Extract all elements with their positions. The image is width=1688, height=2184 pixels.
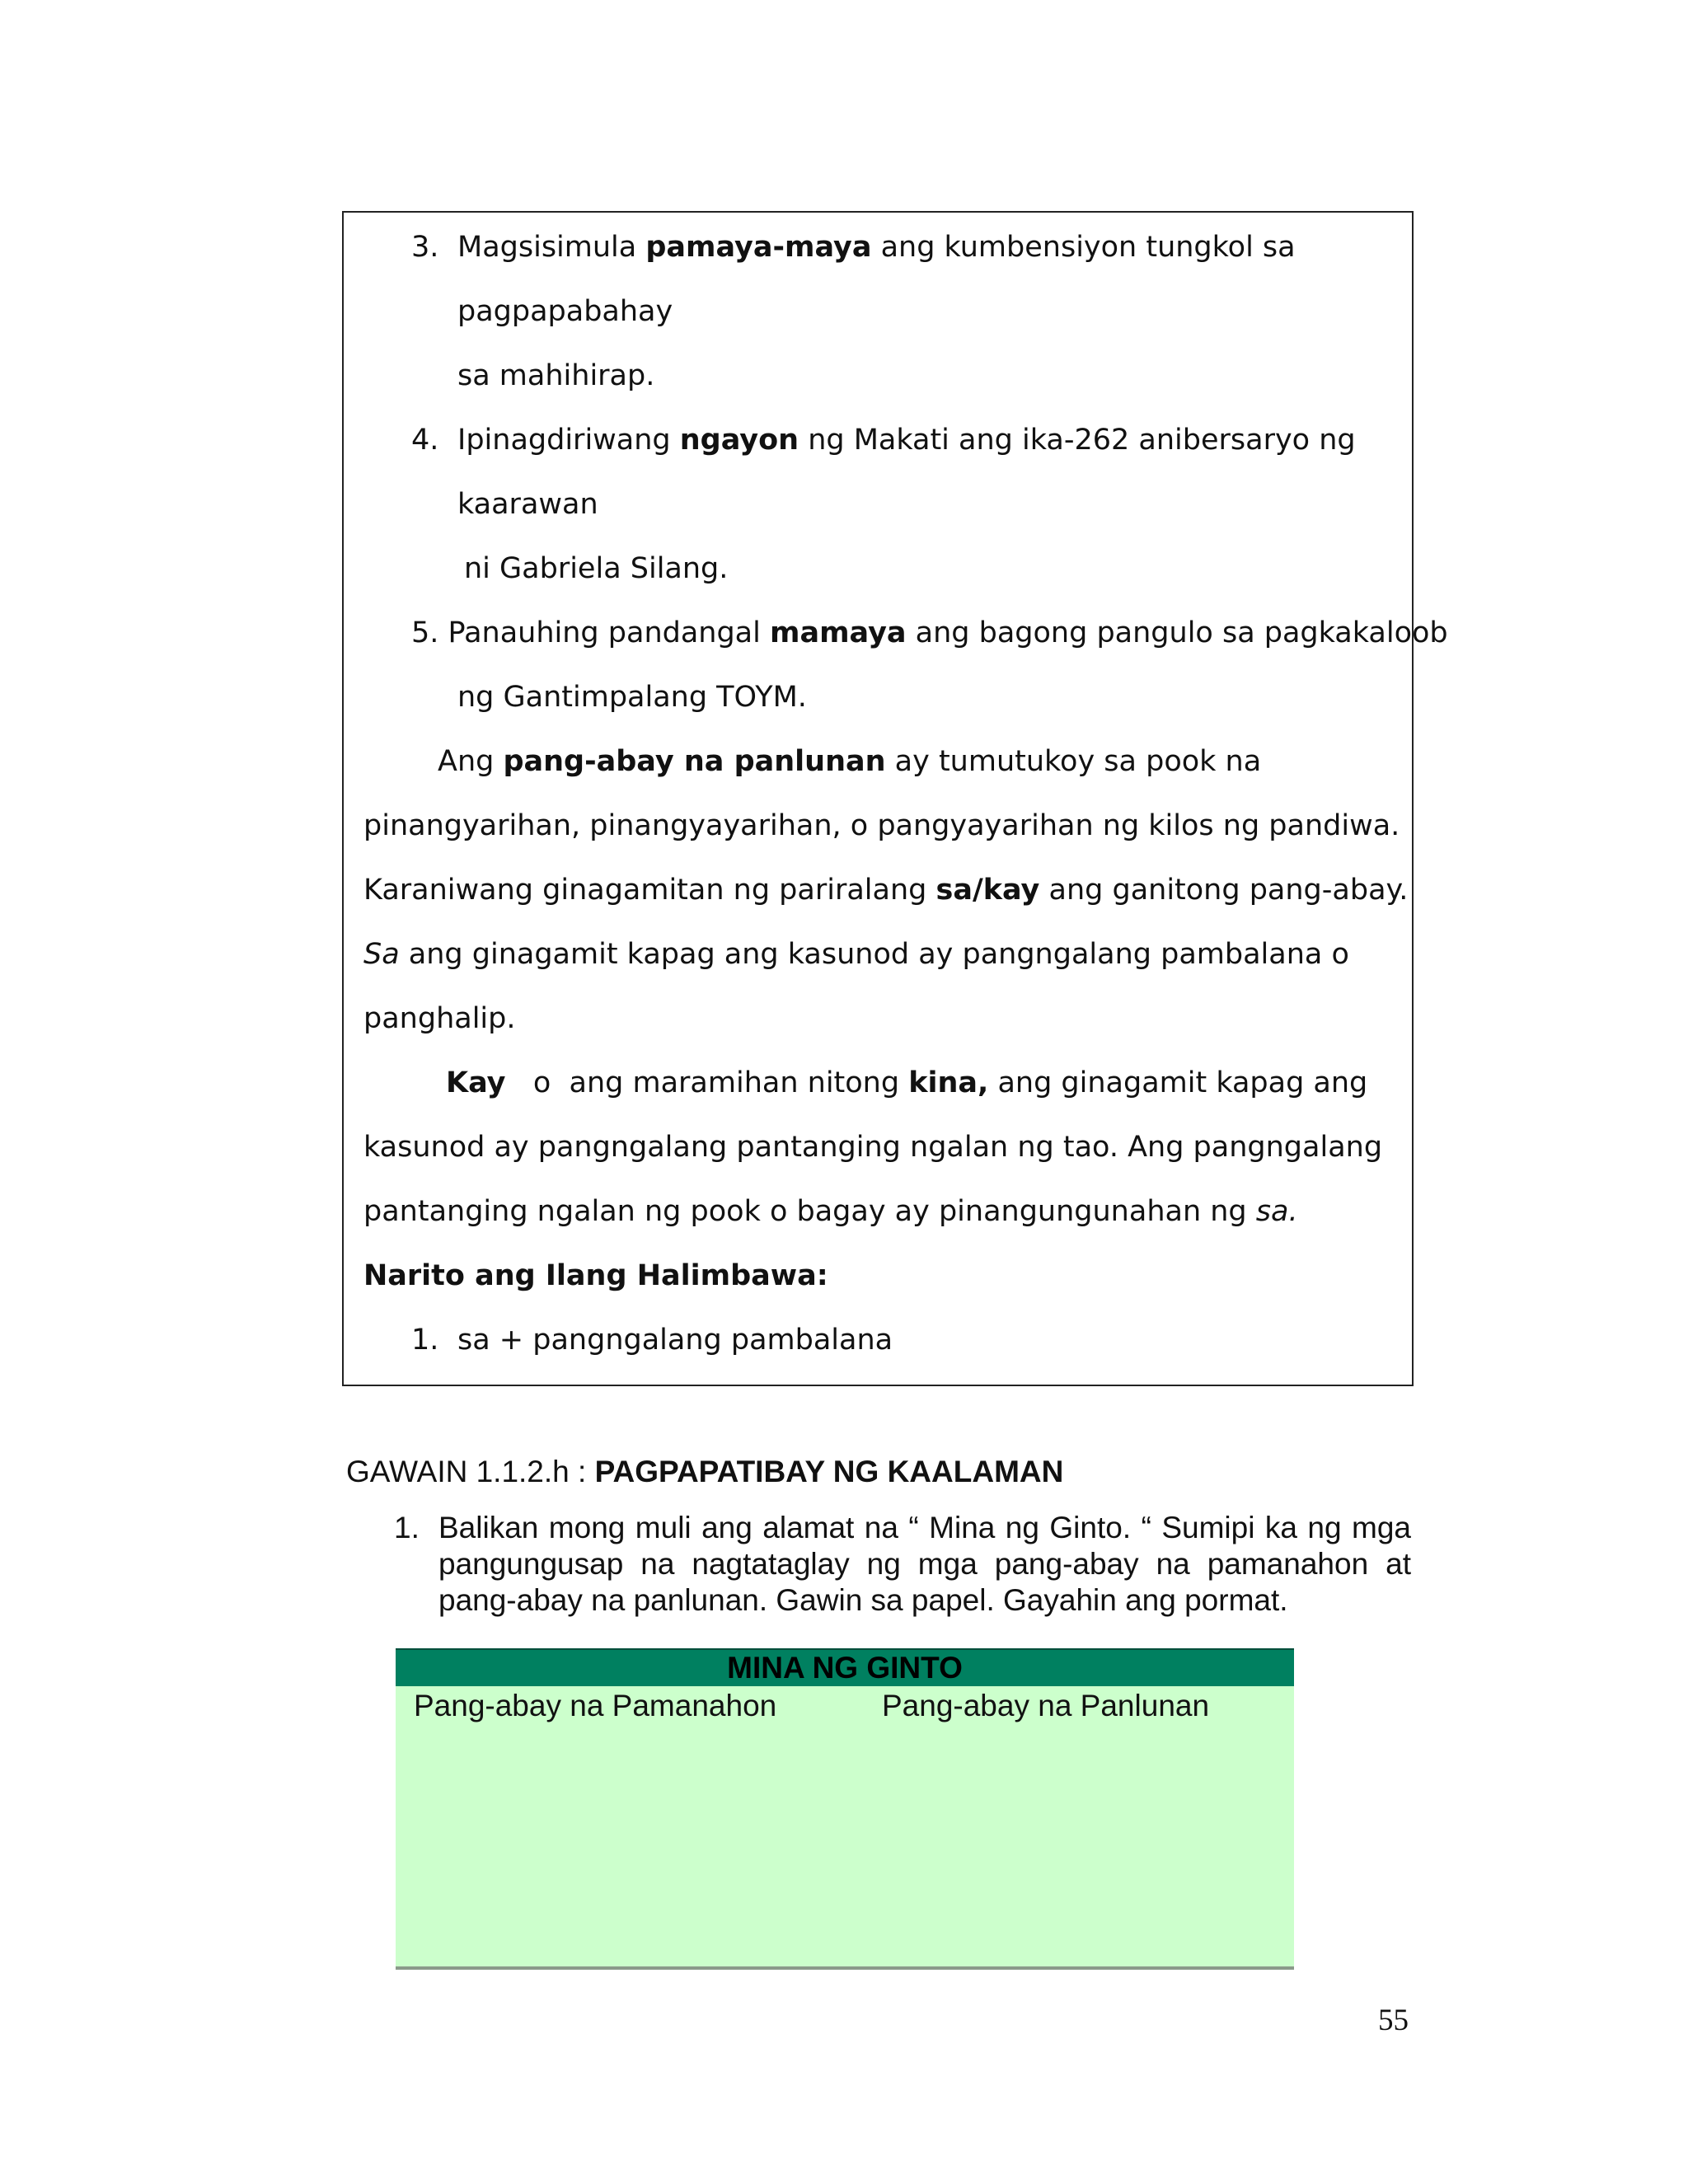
item-4-line-3: ni Gabriela Silang. bbox=[464, 552, 729, 585]
column-pamanahon: Pang-abay na Pamanahon bbox=[414, 1689, 777, 1722]
item-3-line-2: pagpapabahay bbox=[457, 295, 673, 328]
para-2-line-2: kasunod ay pangngalang pantanging ngalan ng tao. Ang pangngalang bbox=[363, 1131, 1383, 1164]
para-1-line-5: panghalip. bbox=[363, 1002, 516, 1035]
example-1: 1. sa + pangngalang pambalana bbox=[411, 1324, 893, 1357]
para-1-line-1: Ang pang-abay na panlunan ay tumutukoy sa pook na bbox=[438, 745, 1262, 778]
mina-ng-ginto-table bbox=[396, 1648, 1294, 1970]
table-title: MINA NG GINTO bbox=[396, 1648, 1294, 1686]
para-1-line-3: Karaniwang ginagamitan ng pariralang sa/kay ang ganitong pang-abay. bbox=[363, 874, 1409, 907]
para-1-line-4: Sa ang ginagamit kapag ang kasunod ay pangngalang pambalana o bbox=[363, 938, 1349, 971]
item-5-line-1: 5. Panauhing pandangal mamaya ang bagong pangulo sa pagkakaloob bbox=[411, 616, 1448, 649]
gawain-heading: GAWAIN 1.1.2.h : PAGPAPATIBAY NG KAALAMAN bbox=[346, 1455, 1064, 1488]
item-5-line-2: ng Gantimpalang TOYM. bbox=[457, 681, 807, 714]
item-3-line-3: sa mahihirap. bbox=[457, 359, 655, 392]
para-1-line-2: pinangyarihan, pinangyayarihan, o pangyayarihan ng kilos ng pandiwa. bbox=[363, 809, 1400, 842]
instruction-number: 1. bbox=[394, 1511, 420, 1544]
examples-heading: Narito ang Ilang Halimbawa: bbox=[363, 1259, 828, 1292]
item-3-line-1: 3. Magsisimula pamaya-maya ang kumbensiyon tungkol sa bbox=[411, 231, 1296, 264]
para-2-line-1: Kay o ang maramihan nitong kina, ang ginagamit kapag ang bbox=[446, 1066, 1368, 1099]
para-2-line-3: pantanging ngalan ng pook o bagay ay pinangungunahan ng sa. bbox=[363, 1195, 1298, 1228]
lesson-box bbox=[342, 211, 1448, 1386]
instruction-text: Balikan mong muli ang alamat na “ Mina ng Ginto. “ Sumipi ka ng mga pangungusap na nagtataglay ng mga pang-abay na pamanahon at pang-abay na panlunan. Gawin sa papel. Gayahin ang pormat. bbox=[438, 1511, 1411, 1617]
column-panlunan: Pang-abay na Panlunan bbox=[882, 1689, 1210, 1722]
item-4-line-1: 4. Ipinagdiriwang ngayon ng Makati ang ika-262 anibersaryo ng bbox=[411, 424, 1356, 457]
page-number: 55 bbox=[1378, 2004, 1409, 2037]
item-4-line-2: kaarawan bbox=[457, 488, 598, 521]
